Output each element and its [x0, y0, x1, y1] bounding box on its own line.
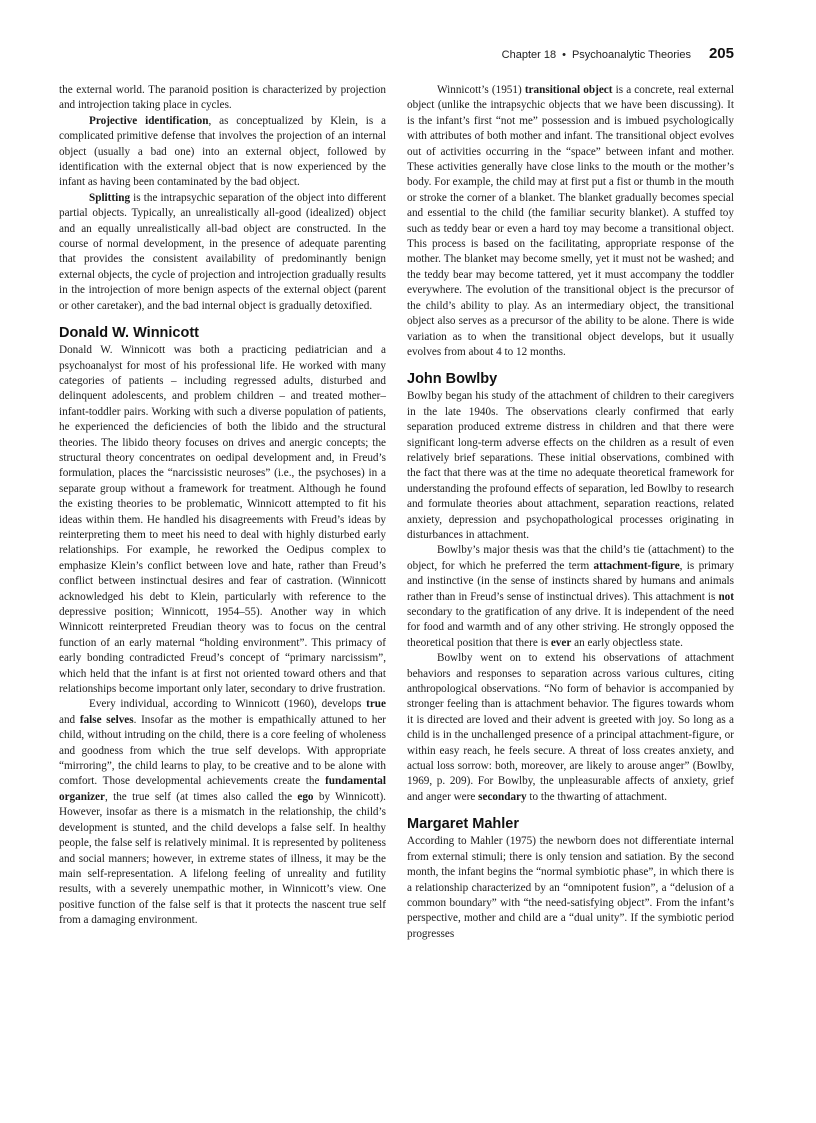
- section-heading: Margaret Mahler: [407, 816, 520, 833]
- key-term: not: [718, 590, 734, 603]
- key-term: true: [366, 698, 386, 711]
- key-term: attachment-figure: [593, 559, 680, 572]
- left-column: [59, 83, 386, 929]
- paragraph: the external world. The paranoid position is characterized by projection and introjection taking place in cycles.: [59, 84, 386, 112]
- page-number: 205: [708, 45, 734, 62]
- header-bullet: •: [562, 49, 566, 61]
- paragraph: Projective identification, as conceptualized by Klein, is a complicated primitive defense that involves the projection of an internal object (usually a bad one) into an external object, followed by identification with the external object that is now experienced by the infant as having been contaminated by the bad object.: [59, 114, 386, 189]
- paragraph: Winnicott’s (1951) transitional object is a concrete, real external object (unlike the intrapsychic objects that we have been discussing). It is the infant’s first “not me” possession and is imbued psychologically with attributes of both mother and infant. The transitional object evolves out of activities occurring in the “space” between infant and mother. These activities generally have close links to the mouth or the mother’s body. For example, the child may at first put a fist or thumb in the mouth or stroke the corner of a blanket. The blanket gradually becomes special and essential to the child (the familiar security blanket). A stuffed toy such as teddy bear or even a hard toy may become a transitional object. This process is based on the facilitating, appropriate response of the mother. The blanket may become smelly, yet it must not be washed; and the teddy bear may become tattered, yet it must accompany the toddler everywhere. The evolution of the transitional object is the precursor of the child’s ability to play. As an intermediary object, the transitional object also serves as a precursor of the ability to be alone. There is wide variation as to when the transitional object develops, but it usually evolves from about 4 to 12 months.: [407, 84, 734, 358]
- key-term: secondary: [478, 790, 527, 803]
- key-term: Projective identification: [89, 114, 209, 127]
- key-term: Splitting: [89, 191, 131, 204]
- right-column: [407, 83, 734, 942]
- paragraph: Splitting is the intrapsychic separation of the object into different partial objects. Typically, an unrealistically all-good (idealized) object and an equally unrealistically all-bad object are constructed. In the course of normal development, in the presence of adequate parenting that provides the consistent availability of predominantly benign external objects, the cycle of projection and introjection gradually results in the introjection of more benign aspects of the external object (parent or other caretaker), and the bad internal object is gradually detoxified.: [59, 191, 386, 312]
- paragraph: According to Mahler (1975) the newborn does not differentiate internal from external stimuli; there is only tension and satiation. By the second month, the infant begins the “normal symbiotic phase”, in which there is a relationship characterized by an “omnipotent fusion”, a “delusion of a common boundary” with “the need-satisfying object”. From the infant’s perspective, mother and child are a “dual unity”. If the symbiotic period progresses: [407, 835, 734, 940]
- paragraph: Bowlby went on to extend his observations of attachment behaviors and responses to separation across various cultures, citing anthropological observations. “No form of behavior is accompanied by stronger feeling than is attachment behavior. The figures towards whom it is directed are loved and their advent is greeted with joy. So long as a child is in the unchallenged presence of a principal attachment-figure, or within easy reach, he feels secure. A threat of loss creates anxiety, and actual loss sorrow: both, moreover, are likely to arouse anger” (Bowlby, 1969, p. 209). For Bowlby, the unpleasurable affects of anxiety, grief and anger were secondary to the thwarting of attachment.: [407, 652, 734, 803]
- key-term: false selves: [79, 713, 134, 726]
- running-head: [502, 45, 734, 62]
- section-heading: John Bowlby: [407, 371, 498, 388]
- paragraph: Donald W. Winnicott was both a practicing pediatrician and a psychoanalyst for most of his professional life. He worked with many categories of patients – including regressed adults, disturbed and delinquent adolescents, and problem children – and treated mother–infant-toddler pairs. Working with such a diverse population of patients, he experienced the deficiencies of both the libido and the structural theories. The libido theory focuses on drives and anergic concepts; the structural theory concentrates on oedipal development and, in Freud’s formulation, places the “narcissistic neuroses” (i.e., the psychoses) in a separate group without a framework for treatment. Although he found the existing theories to be problematic, Winnicott attempted to fit his ideas within them. He handled his disagreements with Freud’s ideas by reinterpreting them to meet his need to deal with highly disturbed early relationships. For example, he reworked the Oedipus complex to emphasize Klein’s conflict between love and hate, rather than Freud’s conflict between instinctual desires and fear of castration. (Winnicott acknowledged his debt to Klein, particularly with reference to the depressive position; Winnicott, 1954–55). Another way in which Winnicott reinterpreted Freudian theory was to focus on the central function of an early maternal “holding environment”. This primacy of early bonding contradicted Freud’s concept of “primary narcissism”, which held that the infant is at first not oriented toward others and that relationships become important only later, secondary to drive frustration.: [59, 344, 386, 696]
- key-term: fundamental organizer: [59, 775, 386, 803]
- paragraph: Every individual, according to Winnicott (1960), develops true and false selves. Insofar as the mother is empathically attuned to her child, without intruding on the child, there is a core feeling of wholeness and goodness from which the true self develops. With appropriate “mirroring”, the child learns to play, to be creative and to be alone with comfort. Those developmental achievements create the fundamental organizer, the true self (at times also called the ego by Winnicott). However, insofar as there is a mismatch in the relationship, the child’s development is stunted, and the child develops a false self. In healthy people, the false self is relatively minimal. It is represented by politeness and social manners; however, in extreme states of illness, it may be the main self-representation. A lifelong feeling of unreality and futility results, with a severely unempathic mother, in Winnicott’s view. One positive function of the false self is that it protects the nascent true self from a damaging environment.: [59, 698, 387, 927]
- key-term: ego: [297, 790, 314, 803]
- paragraph: Bowlby began his study of the attachment of children to their caregivers in the late 1940s. The observations clearly confirmed that early separation produced extreme distress in children and that there were significant long-term adverse effects on the children as a result of even relatively brief separations. These initial observations, combined with the fact that there was at the time no adequate theoretical framework for understanding the profound effects of separation, led Bowlby to research and formulate theories about attachment, separation reactions, related anxiety, depression and psychopathological processes originating in disturbances in attachment.: [407, 390, 734, 541]
- key-term: ever: [550, 636, 572, 649]
- key-term: transitional object: [524, 84, 613, 96]
- paragraph: Bowlby’s major thesis was that the child’s tie (attachment) to the object, for which he preferred the term attachment-figure, is primary and instinctive (in the sense of instincts shared by humans and animals rather than in Freud’s sense of instinctual drives). This attachment is not secondary to the gratification of any drive. It is independent of the need for food and warmth and of any other striving. He strongly opposed the theoretical position that there is ever an early objectless state.: [407, 544, 734, 649]
- chapter-title: Psychoanalytic Theories: [571, 49, 691, 61]
- section-heading: Donald W. Winnicott: [59, 325, 200, 342]
- chapter-label: Chapter 18: [501, 49, 557, 61]
